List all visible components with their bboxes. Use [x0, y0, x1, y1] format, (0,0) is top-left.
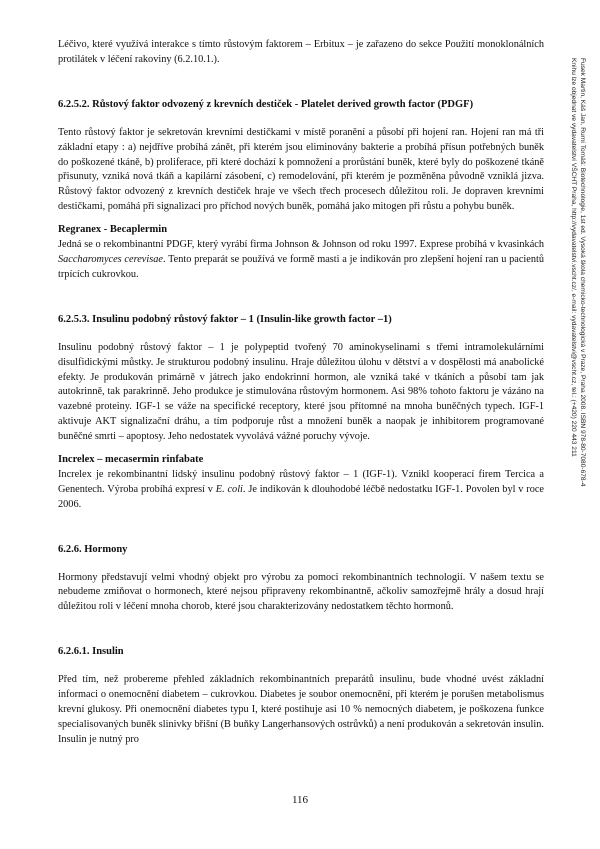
side-citation: [551, 58, 587, 618]
drug-heading-increlex: Increlex – mecasermin rinfabate: [58, 454, 204, 466]
insulin-paragraph: Před tím, než probereme přehled základních rekombinantních preparátů insulinu, bude vhodné uvést základní informaci o onemocnění diabetem – cukrovkou. Diabetes je soubor onemocnění, při kterém je porušen metabolismus krevní glukosy. Při onemocnění diabetes typu I, které postihuje asi 10 % nemocných diabetem, je poškozena funkce specialisovaných buněk slinivky břišní (B buňky Langerhansových ostrůvků) a není produkován a sekretován insulin. Insulin je nutný pro: [58, 674, 544, 745]
drug-heading-regranex: Regranex - Becaplermin: [58, 224, 168, 236]
increlex-text-part2: . Je indikován k dlouhodobé léčbě nedostatku IGF-1. Povolen byl v roce 2006.: [58, 483, 544, 510]
side-citation-line1: Fusek Martin, Káš Jan, Rumí Tomáš: Biotechnologie, 1st ed. Vysoká škola chemicko-technologická v Praze, Praha 2008. ISBN 978-80-7080-678-4: [579, 58, 586, 487]
regranex-species: Saccharomyces cerevisae: [58, 253, 163, 265]
section-heading-pdgf: 6.2.5.2. Růstový faktor odvozený z krevních destiček - Platelet derived growth factor (PDGF): [58, 98, 474, 110]
regranex-text-part1: Jedná se o rekombinantní PDGF, který vyrábí firma Johnson & Johnson od roku 1997. Exprese probíhá v kvasinkách: [58, 239, 544, 251]
side-citation-line2: Knihu lze objednat ve vydavatelství VŠCHT Praha, http://vydavatelstvi.vscht.cz/, e-mail: vydavatelstvi@vscht.cz, tel.: (+420) 220 443 211: [570, 58, 577, 457]
pdgf-paragraph: Tento růstový faktor je sekretován krevními destičkami v místě poranění a působí při hojení ran. Hojení ran má tři základní etapy : a) nejdříve probíhá zánět, při kterém jsou eliminovány bakterie a probíhá přísun potřebných buněk do poškozené tkáně, b) proliferace, při které dochází k pomnožení a prorůstání buněk, které byly do poškozené tkáně přisunuty, vzniká nová tkáň a kapilární zásobení, c) remodelování, při kterém je pozměněna původně vzniklá jizva. Růstový faktor odvozený z krevních destiček hraje ve všech třech procesech důležitou roli. Je dopraven krevními destičkami, pomáhá při signalizaci pro příchod nových buněk, pomáhá jako mitogen při růstu a pohybu buněk.: [58, 126, 544, 213]
section-heading-igf1: 6.2.5.3. Insulinu podobný růstový faktor – 1 (Insulin-like growth factor –1): [58, 313, 392, 325]
igf1-paragraph: Insulinu podobný růstový faktor – 1 je polypeptid tvořený 70 aminokyselinami s třemi intramolekulárními disulfidickými můstky. Je strukturou podobný insulinu. Hraje důležitou úlohu v dětství a v dospělosti má anabolické efekty. Je produkován primárně v játrech jako endokrinní hormon, ale vzniká také v tkáních a působí tam jak autokrinně, tak parakrinně. Jeho produkce je stimulována růstovým hormonem. Asi 98% tohoto faktoru je vázáno na vazebné proteiny. IGF-1 se váže na specifické receptory, které jsou přítomné na mnoha buněčných typech. IGF-1 aktivuje AKT signalizační dráhu, a tím podporuje růst a množení buněk a naopak je inhibitorem programované buněčné smrti – apoptosy. Jeho nedostatek vyvolává vážné poruchy vývoje.: [58, 341, 544, 443]
intro-paragraph: Léčivo, které využívá interakce s tímto růstovým faktorem – Erbitux – je zařazeno do sekce Použití monoklonálních protilátek v léčení rakoviny (6.2.10.1.).: [58, 39, 544, 65]
page-content: [58, 38, 544, 748]
regranex-paragraph: [58, 238, 544, 283]
increlex-species: E. coli: [215, 483, 243, 495]
increlex-text-part1: Increlex je rekombinantní lidský insulinu podobný růstový faktor – 1 (IGF-1). Vznikl kooperací firem Tercica a Genentech. Výroba probíhá expresí v: [58, 468, 544, 495]
section-heading-hormony: 6.2.6. Hormony: [58, 543, 128, 555]
page-number: 116: [291, 794, 309, 806]
regranex-text-part2: . Tento preparát se používá ve formě masti a je indikován pro zlepšení hojení ran u pacientů trpících cukrovkou.: [58, 253, 544, 280]
increlex-paragraph: [58, 468, 544, 513]
hormony-paragraph: Hormony představují velmi vhodný objekt pro výrobu za pomoci rekombinantních technologií. V našem textu se nebudeme zmiňovat o hormonech, které nejsou připraveny rekombinantně, ačkoliv samozřejmě hrály a dosud hrají důležitou roli v léčení mnoha chorob, které jsou charakterizovány nedostatkem těchto hormonů.: [58, 571, 544, 613]
section-heading-insulin: 6.2.6.1. Insulin: [58, 646, 124, 658]
